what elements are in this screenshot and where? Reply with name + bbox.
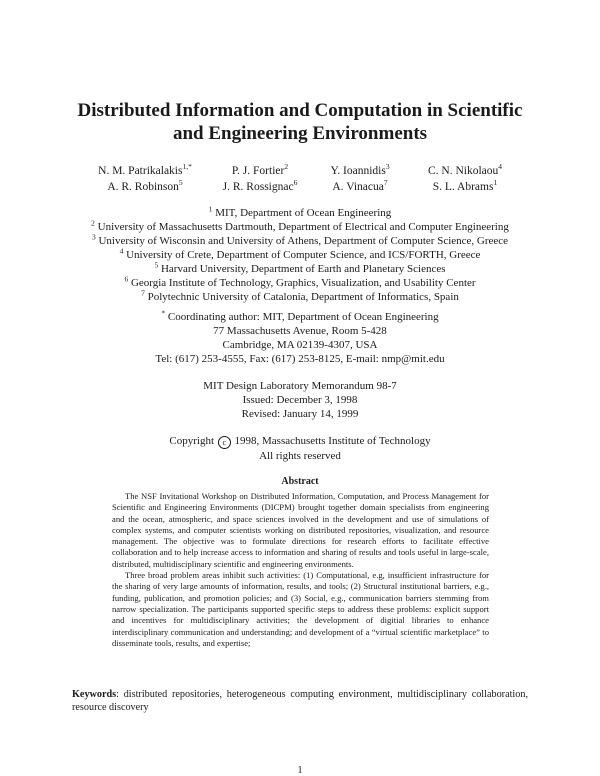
coordinating-author-block — [0, 310, 600, 366]
author: A. Vinacua$^7$ — [332, 178, 388, 193]
affiliation: $^5$ Harvard University, Department of Earth and Planetary Sciences — [154, 260, 446, 275]
author-row-2 — [0, 179, 600, 195]
city-line: Cambridge, MA 02139-4307, USA — [222, 339, 378, 351]
memo-block — [0, 379, 600, 421]
keywords-block — [72, 688, 528, 714]
copyright-line: Copyright c 1998, Massachusetts Institute of Technology — [169, 435, 431, 447]
affiliation-list — [0, 206, 600, 304]
author: Y. Ioannidis$^3$ — [330, 162, 390, 177]
affiliation: $^7$ Polytechnic University of Catalonia, Department of Informatics, Spain — [141, 288, 459, 303]
affiliation: $^4$ University of Crete, Department of Computer Science, and ICS/FORTH, Greece — [119, 246, 481, 261]
keywords-text: : distributed repositories, heterogeneous computing environment, multidisciplinary collaboration, resource discovery — [72, 689, 528, 713]
abstract-body — [112, 491, 489, 649]
affiliation: $^6$ Georgia Institute of Technology, Graphics, Visualization, and Usability Center — [124, 274, 476, 289]
abstract-heading: Abstract — [281, 476, 319, 487]
author: J. R. Rossignac$^6$ — [222, 178, 298, 193]
coordinating-author-line: * Coordinating author: MIT, Department of Ocean Engineering — [161, 308, 439, 323]
title-line-1: Distributed Information and Computation in Scientific — [77, 100, 523, 121]
affiliation: $^3$ University of Wisconsin and University of Athens, Department of Computer Science, Greece — [91, 232, 509, 247]
author-row-1 — [0, 163, 600, 179]
affiliation: $^1$ MIT, Department of Ocean Engineering — [208, 204, 392, 219]
keywords-label: Keywords — [72, 689, 117, 700]
author: N. M. Patrikalakis$^{1,*}$ — [98, 162, 192, 177]
paper-title — [0, 99, 600, 145]
abstract-paragraph: Three broad problem areas inhibit such activities: (1) Computational, e.g, insufficient infrastructure for the sharing of very large amounts of information, results, and tools; (2) Structural institutional barriers, e.g., funding, publication, and promotion policies; and (3) Social, e.g., communication barriers stemming from narrow specialization. The participants supported specific steps to address these problems: explicit support and incentives for multidisciplinary activities; the development of digitial libraries to enhance interdisciplinary communication and understanding; and development of a “virtual scientific marketplace” to disseminate tools, results, and expertise; — [112, 570, 489, 648]
issued-date: Issued: December 3, 1998 — [242, 394, 358, 406]
author: P. J. Fortier$^2$ — [231, 162, 289, 177]
author: S. L. Abrams$^1$ — [432, 178, 498, 193]
revised-date: Revised: January 14, 1999 — [241, 408, 359, 420]
copyright-block — [0, 434, 600, 463]
author-list — [0, 163, 600, 195]
copyright-icon: c — [218, 436, 231, 449]
abstract-paragraph: The NSF Invitational Workshop on Distributed Information, Computation, and Process Management for Scientific and Engineering Environments (DICPM) brought together domain specialists from engineering and the ocean, atmospheric, and space sciences involved in the development and use of simulations of complex systems, and computer scientists working on distributed repositories, visualization, and resource management. The objective was to formulate directions for research efforts to facilitate effective collaboration and to help increase access to information and sharing of results and tools useful in large-scale, distributed, multidisciplinary scientific and engineering environments. — [112, 491, 489, 569]
author: C. N. Nikolaou$^4$ — [427, 162, 503, 177]
title-line-2: and Engineering Environments — [172, 123, 428, 144]
memo-number: MIT Design Laboratory Memorandum 98-7 — [203, 380, 397, 392]
contact-line: Tel: (617) 253-4555, Fax: (617) 253-8125, E-mail: nmp@mit.edu — [155, 353, 445, 365]
rights-line: All rights reserved — [259, 450, 341, 462]
page-number: 1 — [297, 765, 303, 776]
author: A. R. Robinson$^5$ — [107, 178, 183, 193]
affiliation: $^2$ University of Massachusetts Dartmouth, Department of Electrical and Computer Engineering — [91, 218, 509, 233]
address-line: 77 Massachusetts Avenue, Room 5-428 — [213, 325, 387, 337]
